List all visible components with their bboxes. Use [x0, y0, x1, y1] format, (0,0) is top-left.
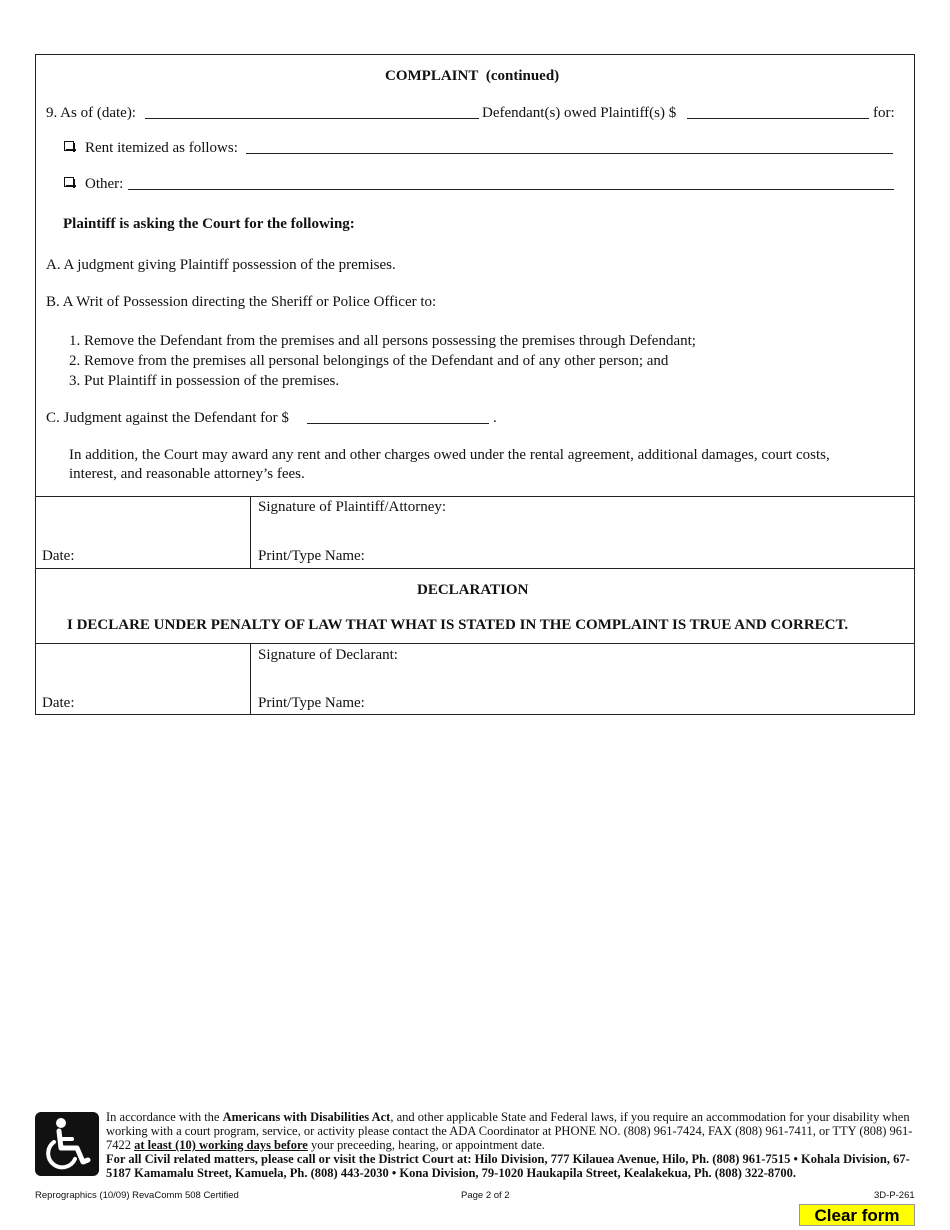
- plaintiff-signature-field[interactable]: [380, 520, 910, 544]
- reprographics-note: Reprographics (10/09) RevaComm 508 Certified: [35, 1190, 239, 1201]
- item9-for-label: for:: [873, 105, 895, 121]
- complaint-title: COMPLAINT (continued): [385, 68, 560, 84]
- contact-info: For all Civil related matters, please call or visit the District Court at: Hilo Division, 777 Kilauea Avenue, Hilo, Ph. (808) 961-7515 • Kohala Division, 67-5187 Kamamalu Street, Kamuela, Ph. (808) 443-2030 • Kona Division, 79-1020 Haukapila Street, Kealakekua, Ph. (808) 322-8700.: [106, 1152, 910, 1180]
- addition-line-1: In addition, the Court may award any rent and other charges owed under the rental agreement, additional damages, court costs,: [69, 447, 830, 463]
- item-b3: 3. Put Plaintiff in possession of the premises.: [69, 373, 340, 389]
- divider: [35, 496, 915, 497]
- item-c: C. Judgment against the Defendant for $: [46, 410, 289, 426]
- divider: [250, 643, 251, 715]
- rent-itemized-field[interactable]: [246, 153, 893, 154]
- item-b: B. A Writ of Possession directing the Sheriff or Police Officer to:: [46, 294, 437, 310]
- rent-label: Rent itemized as follows:: [85, 140, 238, 156]
- divider: [35, 568, 915, 569]
- declarant-print-name-field[interactable]: [372, 690, 910, 713]
- other-label: Other:: [85, 176, 124, 192]
- wheelchair-icon: [35, 1112, 99, 1176]
- plaintiff-date-field[interactable]: [36, 520, 248, 566]
- item-a: A. A judgment giving Plaintiff possession of the premises.: [46, 257, 396, 273]
- plaintiff-signature-label: Signature of Plaintiff/Attorney:: [258, 499, 447, 515]
- item-b1: 1. Remove the Defendant from the premises and all persons possessing the premises through Defendant;: [69, 333, 696, 349]
- judgment-amount-field[interactable]: [307, 423, 489, 424]
- plaintiff-date-label: Date:: [42, 548, 75, 564]
- divider: [35, 643, 915, 644]
- item9-owed-label: Defendant(s) owed Plaintiff(s) $: [482, 105, 677, 121]
- item-c-period: .: [493, 410, 497, 426]
- asking-heading: Plaintiff is asking the Court for the following:: [63, 216, 355, 232]
- other-checkbox-icon[interactable]: [64, 177, 74, 187]
- form-code: 3D-P-261: [874, 1190, 915, 1201]
- declarant-date-field[interactable]: [36, 668, 248, 713]
- plaintiff-print-name-field[interactable]: [372, 544, 910, 566]
- item-b2: 2. Remove from the premises all personal belongings of the Defendant and of any other person; and: [69, 353, 669, 369]
- item9-label: 9. As of (date):: [46, 105, 136, 121]
- declarant-print-name-label: Print/Type Name:: [258, 695, 365, 711]
- declarant-signature-label: Signature of Declarant:: [258, 647, 398, 663]
- other-field[interactable]: [128, 189, 894, 190]
- as-of-date-field[interactable]: [145, 118, 479, 119]
- declaration-statement: I DECLARE UNDER PENALTY OF LAW THAT WHAT IS STATED IN THE COMPLAINT IS TRUE AND CORRECT.: [67, 617, 849, 633]
- page-number: Page 2 of 2: [461, 1190, 510, 1201]
- ada-notice: In accordance with the Americans with Disabilities Act, and other applicable State and Federal laws, if you require an accommodation for your disability when working with a court program, service, or activity please contact the ADA Coordinator at PHONE NO. (808) 961-7424, FAX (808) 961-7411, or TTY (808) 961-7422 at least (10) working days before your preceeding, hearing, or appointment date.: [106, 1110, 913, 1152]
- divider: [250, 496, 251, 568]
- rent-checkbox-icon[interactable]: [64, 141, 74, 151]
- declaration-title: DECLARATION: [417, 582, 529, 598]
- plaintiff-print-name-label: Print/Type Name:: [258, 548, 365, 564]
- owed-amount-field[interactable]: [687, 118, 869, 119]
- addition-line-2: interest, and reasonable attorney’s fees.: [69, 466, 305, 482]
- clear-form-button[interactable]: Clear form: [799, 1204, 915, 1226]
- declarant-signature-field[interactable]: [410, 668, 910, 690]
- declarant-date-label: Date:: [42, 695, 75, 711]
